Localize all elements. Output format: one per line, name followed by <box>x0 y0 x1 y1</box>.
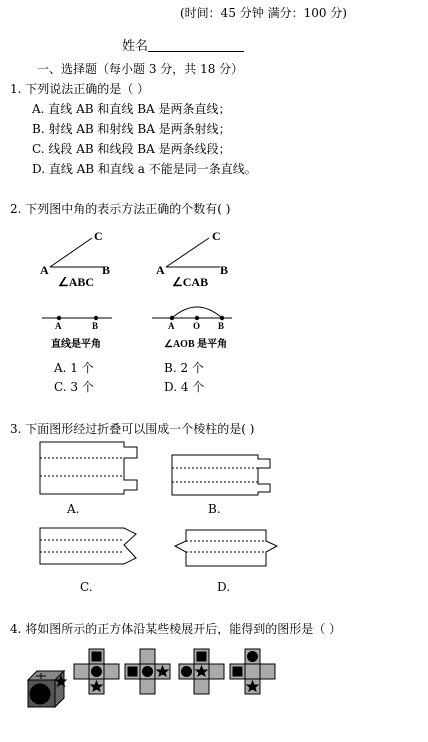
fig4-point-b <box>220 316 224 320</box>
fig4-point-o <box>195 316 199 320</box>
name-field[interactable] <box>122 35 244 54</box>
question-1-option-c[interactable]: C. 线段 AB 和线段 BA 是两条线段； <box>32 142 231 156</box>
fig4-arc <box>172 307 222 318</box>
fig1-label-b: B <box>102 263 111 277</box>
section-title: 一、选择题（每小题 3 分，共 18 分） <box>37 62 244 76</box>
cube-net-option-3 <box>179 649 224 694</box>
fig3-point-b <box>94 316 98 320</box>
fig4-point-a <box>170 316 174 320</box>
fig1-label-c: C <box>94 229 103 243</box>
fig2-label-b: B <box>220 263 229 277</box>
fig2-label-c: C <box>212 229 221 243</box>
cube-net-option-2 <box>125 649 170 694</box>
prism-net-a <box>40 442 137 494</box>
question-3-option-a[interactable]: A. <box>67 502 80 516</box>
fig4-label-b: B <box>218 321 225 331</box>
question-2-option-a[interactable]: A. 1 个 <box>54 361 94 375</box>
fig3-point-a <box>57 316 61 320</box>
question-3-option-b[interactable]: B. <box>208 502 221 516</box>
question-1-option-b[interactable]: B. 射线 AB 和射线 BA 是两条射线； <box>32 122 231 136</box>
question-3-option-d[interactable]: D. <box>217 580 231 594</box>
fig2-label-a: A <box>156 263 165 277</box>
fig2-caption: ∠CAB <box>172 275 209 289</box>
fig4-label-o: O <box>193 321 201 331</box>
cube-net-option-4 <box>230 649 275 694</box>
fig1-caption: ∠ABC <box>58 275 95 289</box>
question-2-option-c[interactable]: C. 3 个 <box>54 380 94 394</box>
name-label: 姓名 <box>122 39 149 54</box>
question-1-option-d[interactable]: D. 直线 AB 和直线 a 不能是同一条直线。 <box>32 162 257 176</box>
question-3-stem: 3. 下面图形经过折叠可以围成一个棱柱的是( ) <box>10 422 255 436</box>
cube-icon <box>28 671 66 707</box>
prism-net-d <box>175 530 277 566</box>
question-2-option-b[interactable]: B. 2 个 <box>164 361 204 375</box>
fig3-label-b: B <box>92 321 99 331</box>
fig4-caption: ∠AOB 是平角 <box>164 339 228 350</box>
question-3-option-c[interactable]: C. <box>80 580 93 594</box>
question-1-stem: 1. 下列说法正确的是（ ） <box>10 82 150 96</box>
fig1-label-a: A <box>40 263 49 277</box>
fig1-ray-ac <box>50 238 92 267</box>
question-1-option-a[interactable]: A. 直线 AB 和直线 BA 是两条直线； <box>32 102 231 116</box>
cube-net-option-1 <box>74 649 119 694</box>
name-underline <box>148 39 244 52</box>
exam-time-note: (时间：45 分钟 满分：100 分) <box>180 6 347 20</box>
fig2-ray-ac <box>166 238 209 267</box>
prism-net-b <box>172 455 270 495</box>
fig3-caption: 直线是平角 <box>51 339 101 350</box>
question-4-stem: 4. 将如图所示的正方体沿某些棱展开后，能得到的图形是（ ） <box>10 622 342 636</box>
question-2-stem: 2. 下列图中角的表示方法正确的个数有( ) <box>10 202 231 216</box>
fig4-label-a: A <box>168 321 175 331</box>
fig3-label-a: A <box>55 321 62 331</box>
prism-net-c <box>40 528 136 564</box>
question-2-option-d[interactable]: D. 4 个 <box>164 380 205 394</box>
